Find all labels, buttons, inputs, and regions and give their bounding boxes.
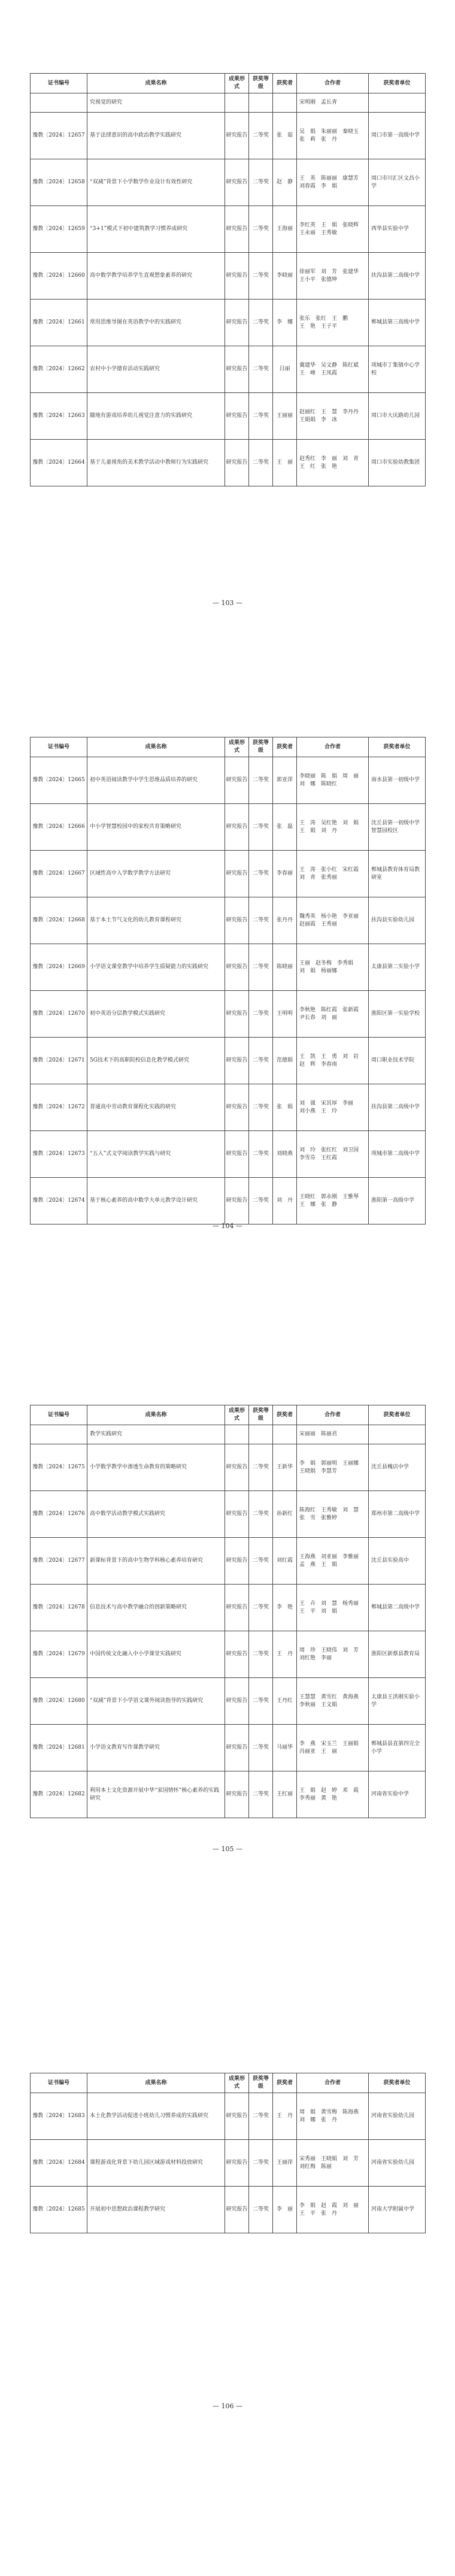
cell-id: 豫教〔2024〕12685 bbox=[31, 2187, 87, 2233]
cell-winner: 王丽萍 bbox=[273, 2140, 297, 2187]
column-header: 获奖者单位 bbox=[369, 1405, 426, 1425]
cell-form bbox=[225, 1425, 249, 1444]
column-header: 获奖者 bbox=[273, 1405, 297, 1425]
cell-level: 二等奖 bbox=[249, 159, 273, 206]
table-row bbox=[31, 393, 426, 440]
cell-level: 二等奖 bbox=[249, 1771, 273, 1818]
table-row bbox=[31, 1444, 426, 1491]
cell-id: 豫教〔2024〕12683 bbox=[31, 2093, 87, 2140]
header-row bbox=[31, 2073, 426, 2093]
cell-title: 小学语文教育写作课教学研究 bbox=[87, 1725, 225, 1771]
cell-unit: 项城市丁集镇中心学校 bbox=[369, 346, 426, 393]
table-row bbox=[31, 1491, 426, 1538]
cell-id: 豫教〔2024〕12675 bbox=[31, 1444, 87, 1491]
table-row bbox=[31, 253, 426, 300]
cell-unit: 河南省实验幼儿园 bbox=[369, 2093, 426, 2140]
cell-title: “双减”背景下小学数学作业设计有效性研究 bbox=[87, 159, 225, 206]
cell-unit: 郸城县第二高级中学 bbox=[369, 1585, 426, 1631]
table-row bbox=[31, 1131, 426, 1178]
column-header: 成果形式 bbox=[225, 74, 249, 93]
cell-winner: 张 茹 bbox=[273, 113, 297, 159]
cell-id: 豫教〔2024〕12678 bbox=[31, 1585, 87, 1631]
cell-form: 研究报告 bbox=[225, 2140, 249, 2187]
table-row bbox=[31, 897, 426, 944]
cell-title: 基于儿童视角的美术教学活动中教师行为实践研究 bbox=[87, 440, 225, 486]
cell-id: 豫教〔2024〕12666 bbox=[31, 804, 87, 851]
cell-id: 豫教〔2024〕12662 bbox=[31, 346, 87, 393]
cell-winner: 刘晓燕 bbox=[273, 1131, 297, 1178]
column-header: 获奖等级 bbox=[249, 1405, 273, 1425]
cell-title: 新课标背景下的高中生物学科核心素养培育研究 bbox=[87, 1538, 225, 1585]
cell-id: 豫教〔2024〕12681 bbox=[31, 1725, 87, 1771]
cell-partners: 徐丽军 刘 芳 张建华 王小平 张德坤 bbox=[297, 253, 369, 300]
cell-id: 豫教〔2024〕12673 bbox=[31, 1131, 87, 1178]
cell-level: 二等奖 bbox=[249, 1725, 273, 1771]
cell-level: 二等奖 bbox=[249, 1491, 273, 1538]
cell-title: 高中数学教学培养学生直观想象素养的研究 bbox=[87, 253, 225, 300]
cell-id: 豫教〔2024〕12665 bbox=[31, 757, 87, 804]
cell-partners: 魏秀英 杨小艳 李亚丽 赵丽霞 王秀丽 bbox=[297, 897, 369, 944]
cell-title: 信息技术与高中教学融合的创新策略研究 bbox=[87, 1585, 225, 1631]
column-header: 证书编号 bbox=[31, 737, 87, 757]
cell-form: 研究报告 bbox=[225, 1131, 249, 1178]
column-header: 合作者 bbox=[297, 737, 369, 757]
table-row bbox=[31, 757, 426, 804]
cell-title: 高中数学活动教学模式实践研究 bbox=[87, 1491, 225, 1538]
cell-id: 豫教〔2024〕12669 bbox=[31, 944, 87, 991]
column-header: 获奖者 bbox=[273, 2073, 297, 2093]
cell-unit: 沈丘县槐店中学 bbox=[369, 1444, 426, 1491]
cell-level: 二等奖 bbox=[249, 300, 273, 346]
cell-title: “五入”式文学阅读教学实践与研究 bbox=[87, 1131, 225, 1178]
table-row bbox=[31, 1725, 426, 1771]
column-header: 获奖者单位 bbox=[369, 2073, 426, 2093]
cell-level: 二等奖 bbox=[249, 1585, 273, 1631]
cell-unit: 河南省实验中学 bbox=[369, 1771, 426, 1818]
cell-form: 研究报告 bbox=[225, 393, 249, 440]
cell-form: 研究报告 bbox=[225, 1725, 249, 1771]
cell-unit: 扶沟县实验幼儿园 bbox=[369, 897, 426, 944]
table-row bbox=[31, 1585, 426, 1631]
table-row bbox=[31, 2187, 426, 2233]
cell-winner: 张丹丹 bbox=[273, 897, 297, 944]
cell-winner: 张 娟 bbox=[273, 1084, 297, 1131]
cell-title: 随地有游戏培养幼儿视觉注意力的实践研究 bbox=[87, 393, 225, 440]
cell-title: 区域性高中入学数学教学方法研究 bbox=[87, 851, 225, 897]
cell-form: 研究报告 bbox=[225, 300, 249, 346]
column-header: 成果名称 bbox=[87, 2073, 225, 2093]
cell-partners: 王丽 赵冬梅 李秀娟 刘 娟 杨丽娜 bbox=[297, 944, 369, 991]
cell-id: 豫教〔2024〕12659 bbox=[31, 206, 87, 253]
cell-unit: 淮阳区第一实验学校 bbox=[369, 991, 426, 1038]
cell-id: 豫教〔2024〕12677 bbox=[31, 1538, 87, 1585]
cell-level: 二等奖 bbox=[249, 757, 273, 804]
cell-winner: 李 艳 bbox=[273, 1585, 297, 1631]
cell-level: 二等奖 bbox=[249, 851, 273, 897]
page-1 bbox=[30, 73, 425, 486]
cell-unit: 沈丘县第一初级中学智慧园校区 bbox=[369, 804, 426, 851]
table-row bbox=[31, 851, 426, 897]
cell-form: 研究报告 bbox=[225, 1678, 249, 1725]
cell-id: 豫教〔2024〕12679 bbox=[31, 1631, 87, 1678]
cell-winner: 吕丽 bbox=[273, 346, 297, 393]
cell-winner: 李 丽 bbox=[273, 2187, 297, 2233]
cell-form: 研究报告 bbox=[225, 1444, 249, 1491]
cell-title: “双减”背景下小学语文课外阅读指导的实践研究 bbox=[87, 1678, 225, 1725]
cell-form: 研究报告 bbox=[225, 1771, 249, 1818]
cell-winner: 王丹红 bbox=[273, 1678, 297, 1725]
cell-partners: 王 娟 赵 婷 邓 霞 李秀丽 黄 艳 bbox=[297, 1771, 369, 1818]
table-row bbox=[31, 1631, 426, 1678]
cell-form: 研究报告 bbox=[225, 804, 249, 851]
cell-unit: 郸城县县直第四完全小学 bbox=[369, 1725, 426, 1771]
page-number: — 103 — bbox=[213, 599, 242, 607]
cell-title: 中国传统文化融入中小学课堂实践研究 bbox=[87, 1631, 225, 1678]
table-row bbox=[31, 159, 426, 206]
cell-form: 研究报告 bbox=[225, 1631, 249, 1678]
cell-partners: 周 珍 王晓伟 刘 芳 刘红艳 李丽 bbox=[297, 1631, 369, 1678]
cell-winner: 张 磊 bbox=[273, 804, 297, 851]
cell-unit: 太康县第二实验小学 bbox=[369, 944, 426, 991]
cell-id bbox=[31, 1425, 87, 1444]
cell-unit: 商水县第一初级中学 bbox=[369, 757, 426, 804]
cell-form bbox=[225, 93, 249, 113]
table-row bbox=[31, 113, 426, 159]
cell-unit bbox=[369, 1425, 426, 1444]
cell-level: 二等奖 bbox=[249, 2140, 273, 2187]
cell-id: 豫教〔2024〕12664 bbox=[31, 440, 87, 486]
page-number: — 106 — bbox=[213, 2402, 242, 2410]
cell-level: 二等奖 bbox=[249, 2187, 273, 2233]
cell-partners: 李 娟 赵 霞 刘 丽 王 平 张 丹 bbox=[297, 2187, 369, 2233]
cell-id: 豫教〔2024〕12671 bbox=[31, 1038, 87, 1084]
header-row bbox=[31, 737, 426, 757]
cell-partners: 王 涛 吴红艳 刘 娟 王 娟 刘 丹 bbox=[297, 804, 369, 851]
cell-form: 研究报告 bbox=[225, 2093, 249, 2140]
column-header: 获奖等级 bbox=[249, 2073, 273, 2093]
cell-level: 二等奖 bbox=[249, 113, 273, 159]
cell-partners: 李晓丽 陈 娟 周 丽 刘 娜 陈晓红 bbox=[297, 757, 369, 804]
column-header: 成果形式 bbox=[225, 2073, 249, 2093]
cell-form: 研究报告 bbox=[225, 1178, 249, 1224]
table-row bbox=[31, 1425, 426, 1444]
cell-unit: 郸城县第三高级中学 bbox=[369, 300, 426, 346]
cell-winner: 陈晓丽 bbox=[273, 944, 297, 991]
cell-partners: 陈海红 王秀敏 刘 慧 张 雪 张雅婷 bbox=[297, 1491, 369, 1538]
cell-id: 豫教〔2024〕12657 bbox=[31, 113, 87, 159]
cell-form: 研究报告 bbox=[225, 991, 249, 1038]
cell-partners: 王 英 陈丽丽 康慧芳 刘春霞 李 娟 bbox=[297, 159, 369, 206]
cell-winner: 王红丽 bbox=[273, 1771, 297, 1818]
cell-partners: 周 娟 黄雪梅 陈海燕 刘 娜 张 丹 bbox=[297, 2093, 369, 2140]
cell-winner: 赵 静 bbox=[273, 159, 297, 206]
cell-title: 开展初中思想政治课程教学研究 bbox=[87, 2187, 225, 2233]
cell-level: 二等奖 bbox=[249, 1131, 273, 1178]
cell-title: “3+1”模式下初中建筑教学习惯养成研究 bbox=[87, 206, 225, 253]
cell-partners: 李 燕 宋玉兰 王丽娟 冯丽亚 王 丽 bbox=[297, 1725, 369, 1771]
table-row bbox=[31, 2140, 426, 2187]
column-header: 获奖者 bbox=[273, 737, 297, 757]
cell-winner: 王新华 bbox=[273, 1444, 297, 1491]
cell-id: 豫教〔2024〕12663 bbox=[31, 393, 87, 440]
cell-level: 二等奖 bbox=[249, 804, 273, 851]
cell-partners: 李红英 王 娟 张晓辉 王永丽 王秀敏 bbox=[297, 206, 369, 253]
cell-form: 研究报告 bbox=[225, 159, 249, 206]
cell-id: 豫教〔2024〕12682 bbox=[31, 1771, 87, 1818]
cell-level: 二等奖 bbox=[249, 1444, 273, 1491]
cell-level: 二等奖 bbox=[249, 393, 273, 440]
cell-title: 农村中小学德育活动实践研究 bbox=[87, 346, 225, 393]
cell-partners: 王 卉 刘 慧 杨秀丽 王 平 刘 娟 bbox=[297, 1585, 369, 1631]
cell-winner: 王 丽 bbox=[273, 440, 297, 486]
table-row bbox=[31, 206, 426, 253]
cell-id bbox=[31, 93, 87, 113]
cell-unit: 太康县王洪刚实验小学 bbox=[369, 1678, 426, 1725]
table-row bbox=[31, 300, 426, 346]
cell-form: 研究报告 bbox=[225, 113, 249, 159]
cell-unit: 项城市第二高级中学 bbox=[369, 1131, 426, 1178]
cell-partners: 李 娟 郭丽明 王丽娜 王晓娟 李慧芳 bbox=[297, 1444, 369, 1491]
cell-unit: 淮阳第一高级中学 bbox=[369, 1178, 426, 1224]
cell-partners: 冀建华 吴文静 陈红斌 王 峰 王凤霞 bbox=[297, 346, 369, 393]
cell-winner: 刘红霞 bbox=[273, 1538, 297, 1585]
awards-table bbox=[30, 737, 426, 1224]
cell-form: 研究报告 bbox=[225, 206, 249, 253]
column-header: 成果名称 bbox=[87, 737, 225, 757]
cell-unit: 周口市实验幼教集团 bbox=[369, 440, 426, 486]
cell-partners: 王晓红 郭永刚 王雅琴 王 娜 张 静 bbox=[297, 1178, 369, 1224]
cell-level: 二等奖 bbox=[249, 1038, 273, 1084]
cell-form: 研究报告 bbox=[225, 897, 249, 944]
cell-unit: 淮阳区新蔡县教育局 bbox=[369, 1631, 426, 1678]
cell-winner: 郭亚萍 bbox=[273, 757, 297, 804]
page-number: — 104 — bbox=[213, 1222, 242, 1230]
cell-level: 二等奖 bbox=[249, 440, 273, 486]
cell-form: 研究报告 bbox=[225, 346, 249, 393]
column-header: 成果名称 bbox=[87, 74, 225, 93]
cell-level: 二等奖 bbox=[249, 1178, 273, 1224]
cell-form: 研究报告 bbox=[225, 851, 249, 897]
cell-title: 究视觉的研究 bbox=[87, 93, 225, 113]
cell-form: 研究报告 bbox=[225, 944, 249, 991]
cell-unit: 河南省实验幼儿园 bbox=[369, 2140, 426, 2187]
cell-winner: 王 丹 bbox=[273, 1631, 297, 1678]
cell-level: 二等奖 bbox=[249, 206, 273, 253]
cell-title: 初中英语阅读教学中学生思维品质培养的研究 bbox=[87, 757, 225, 804]
table-row bbox=[31, 1538, 426, 1585]
cell-level bbox=[249, 1425, 273, 1444]
page-4 bbox=[30, 2073, 425, 2233]
cell-unit: 郸城县教育体育局教研室 bbox=[369, 851, 426, 897]
cell-partners: 李秋艳 陈红霞 张新霞 尹长春 刘 丽 bbox=[297, 991, 369, 1038]
cell-unit bbox=[369, 93, 426, 113]
cell-winner: 王海丽 bbox=[273, 206, 297, 253]
cell-level: 二等奖 bbox=[249, 1538, 273, 1585]
column-header: 合作者 bbox=[297, 74, 369, 93]
cell-form: 研究报告 bbox=[225, 2187, 249, 2233]
cell-unit: 周口市大庆路幼儿园 bbox=[369, 393, 426, 440]
cell-title: 基于本土节气文化的幼儿教育课程研究 bbox=[87, 897, 225, 944]
cell-form: 研究报告 bbox=[225, 1038, 249, 1084]
cell-unit: 周口职业技术学院 bbox=[369, 1038, 426, 1084]
cell-partners: 张乐 张红 王 鹏 王 艳 王子平 bbox=[297, 300, 369, 346]
cell-title: 教学实践研究 bbox=[87, 1425, 225, 1444]
cell-winner: 李 娜 bbox=[273, 300, 297, 346]
cell-winner bbox=[273, 93, 297, 113]
cell-level: 二等奖 bbox=[249, 944, 273, 991]
cell-partners: 赵秀红 李 丽 刘 青 王 红 张 艳 bbox=[297, 440, 369, 486]
cell-title: 小学数学教学中渗透生命教育的策略研究 bbox=[87, 1444, 225, 1491]
header-row bbox=[31, 1405, 426, 1425]
table-row bbox=[31, 1771, 426, 1818]
cell-title: 常用思维导图在英语教学中的实践研究 bbox=[87, 300, 225, 346]
column-header: 合作者 bbox=[297, 1405, 369, 1425]
cell-level: 二等奖 bbox=[249, 1631, 273, 1678]
awards-table bbox=[30, 2073, 426, 2233]
cell-winner: 范德娟 bbox=[273, 1038, 297, 1084]
cell-title: 基于法律意识的高中政治教学实践研究 bbox=[87, 113, 225, 159]
cell-winner: 王丽丽 bbox=[273, 393, 297, 440]
cell-id: 豫教〔2024〕12670 bbox=[31, 991, 87, 1038]
cell-form: 研究报告 bbox=[225, 1084, 249, 1131]
cell-title: 5G技术下的高职院校信息化教学模式研究 bbox=[87, 1038, 225, 1084]
table-row bbox=[31, 804, 426, 851]
table-row bbox=[31, 1084, 426, 1131]
page-2 bbox=[30, 737, 425, 1224]
cell-title: 课程游戏化背景下幼儿园区域游戏材料投放研究 bbox=[87, 2140, 225, 2187]
table-row bbox=[31, 1038, 426, 1084]
cell-partners: 吴 娟 朱丽丽 秦晓玉 张 莉 张 丹 bbox=[297, 113, 369, 159]
cell-level: 二等奖 bbox=[249, 897, 273, 944]
cell-winner: 马丽华 bbox=[273, 1725, 297, 1771]
cell-level: 二等奖 bbox=[249, 991, 273, 1038]
cell-id: 豫教〔2024〕12674 bbox=[31, 1178, 87, 1224]
cell-title: 初中英语分层教学模式实践研究 bbox=[87, 991, 225, 1038]
column-header: 获奖者单位 bbox=[369, 737, 426, 757]
column-header: 证书编号 bbox=[31, 2073, 87, 2093]
cell-title: 小学语文课堂教学中培养学生质疑能力的实践研究 bbox=[87, 944, 225, 991]
column-header: 证书编号 bbox=[31, 1405, 87, 1425]
cell-id: 豫教〔2024〕12660 bbox=[31, 253, 87, 300]
cell-partners: 王 涛 张小红 宋红霞 刘 青 张秀丽 bbox=[297, 851, 369, 897]
cell-id: 豫教〔2024〕12672 bbox=[31, 1084, 87, 1131]
table-row bbox=[31, 944, 426, 991]
cell-level: 二等奖 bbox=[249, 1678, 273, 1725]
cell-id: 豫教〔2024〕12676 bbox=[31, 1491, 87, 1538]
cell-unit: 扶沟县第二高级中学 bbox=[369, 1084, 426, 1131]
cell-winner: 王 丹 bbox=[273, 2093, 297, 2140]
awards-table bbox=[30, 1405, 426, 1818]
cell-unit: 沈丘县实验高中 bbox=[369, 1538, 426, 1585]
cell-unit: 周口市第一高级中学 bbox=[369, 113, 426, 159]
table-row bbox=[31, 2093, 426, 2140]
cell-unit: 扶沟县第二高级中学 bbox=[369, 253, 426, 300]
cell-level: 二等奖 bbox=[249, 253, 273, 300]
cell-level: 二等奖 bbox=[249, 346, 273, 393]
cell-partners: 宋秀丽 王晓娟 刘 芳 刘红梅 陈丽 bbox=[297, 2140, 369, 2187]
cell-partners: 刘 玲 张红红 刘卫国 李雪芬 王红霞 bbox=[297, 1131, 369, 1178]
cell-partners: 宋明刚 孟长青 bbox=[297, 93, 369, 113]
cell-winner: 王明明 bbox=[273, 991, 297, 1038]
page-3 bbox=[30, 1405, 425, 1818]
cell-id: 豫教〔2024〕12684 bbox=[31, 2140, 87, 2187]
cell-winner: 李晓丽 bbox=[273, 253, 297, 300]
table-row bbox=[31, 440, 426, 486]
cell-form: 研究报告 bbox=[225, 1585, 249, 1631]
cell-winner: 李春丽 bbox=[273, 851, 297, 897]
cell-form: 研究报告 bbox=[225, 1538, 249, 1585]
cell-winner: 孙新红 bbox=[273, 1491, 297, 1538]
cell-id: 豫教〔2024〕12667 bbox=[31, 851, 87, 897]
cell-winner: 刘 丹 bbox=[273, 1178, 297, 1224]
table-row bbox=[31, 93, 426, 113]
cell-form: 研究报告 bbox=[225, 440, 249, 486]
column-header: 获奖者 bbox=[273, 74, 297, 93]
cell-unit: 周口市川汇区文昌小学 bbox=[369, 159, 426, 206]
column-header: 成果形式 bbox=[225, 737, 249, 757]
column-header: 证书编号 bbox=[31, 74, 87, 93]
column-header: 成果形式 bbox=[225, 1405, 249, 1425]
cell-form: 研究报告 bbox=[225, 253, 249, 300]
cell-partners: 赵丽红 王 慧 李丹丹 王娟娟 李 冰 bbox=[297, 393, 369, 440]
cell-title: 基于核心素养的高中数学大单元教学设计研究 bbox=[87, 1178, 225, 1224]
cell-title: 本土化教学活动促进小班幼儿习惯养成的实践研究 bbox=[87, 2093, 225, 2140]
column-header: 成果名称 bbox=[87, 1405, 225, 1425]
column-header: 合作者 bbox=[297, 2073, 369, 2093]
cell-partners: 王 凯 王 勇 刘 岩 赵 辉 李春雨 bbox=[297, 1038, 369, 1084]
cell-title: 中小学智慧校园中的家校共育策略研究 bbox=[87, 804, 225, 851]
cell-id: 豫教〔2024〕12661 bbox=[31, 300, 87, 346]
cell-title: 普通高中劳动教育课程化实践的研究 bbox=[87, 1084, 225, 1131]
awards-table bbox=[30, 73, 426, 486]
column-header: 获奖等级 bbox=[249, 74, 273, 93]
column-header: 获奖者单位 bbox=[369, 74, 426, 93]
cell-unit: 西华县实验中学 bbox=[369, 206, 426, 253]
cell-title: 利用本土文化资源开展中华“家国情怀”核心素养的实践研究 bbox=[87, 1771, 225, 1818]
cell-id: 豫教〔2024〕12680 bbox=[31, 1678, 87, 1725]
cell-form: 研究报告 bbox=[225, 1491, 249, 1538]
cell-unit: 河南大学附属中学 bbox=[369, 2187, 426, 2233]
cell-id: 豫教〔2024〕12668 bbox=[31, 897, 87, 944]
cell-partners: 王海燕 刘亚丽 李雅丽 孟 燕 王 娟 bbox=[297, 1538, 369, 1585]
column-header: 获奖等级 bbox=[249, 737, 273, 757]
table-row bbox=[31, 1178, 426, 1224]
cell-form: 研究报告 bbox=[225, 757, 249, 804]
page-number: — 105 — bbox=[213, 1845, 242, 1853]
table-row bbox=[31, 1678, 426, 1725]
cell-level bbox=[249, 93, 273, 113]
cell-partners: 刘 强 宋其厚 李丽 刘小燕 王 玲 bbox=[297, 1084, 369, 1131]
header-row bbox=[31, 74, 426, 93]
cell-winner bbox=[273, 1425, 297, 1444]
cell-partners: 王慧慧 黄雪红 黄海燕 李秋丽 王文娟 bbox=[297, 1678, 369, 1725]
cell-partners: 宋丽丽 陈丽君 bbox=[297, 1425, 369, 1444]
table-row bbox=[31, 991, 426, 1038]
cell-level: 二等奖 bbox=[249, 1084, 273, 1131]
cell-unit: 郑州市第二高级中学 bbox=[369, 1491, 426, 1538]
cell-level: 二等奖 bbox=[249, 2093, 273, 2140]
table-row bbox=[31, 346, 426, 393]
cell-id: 豫教〔2024〕12658 bbox=[31, 159, 87, 206]
